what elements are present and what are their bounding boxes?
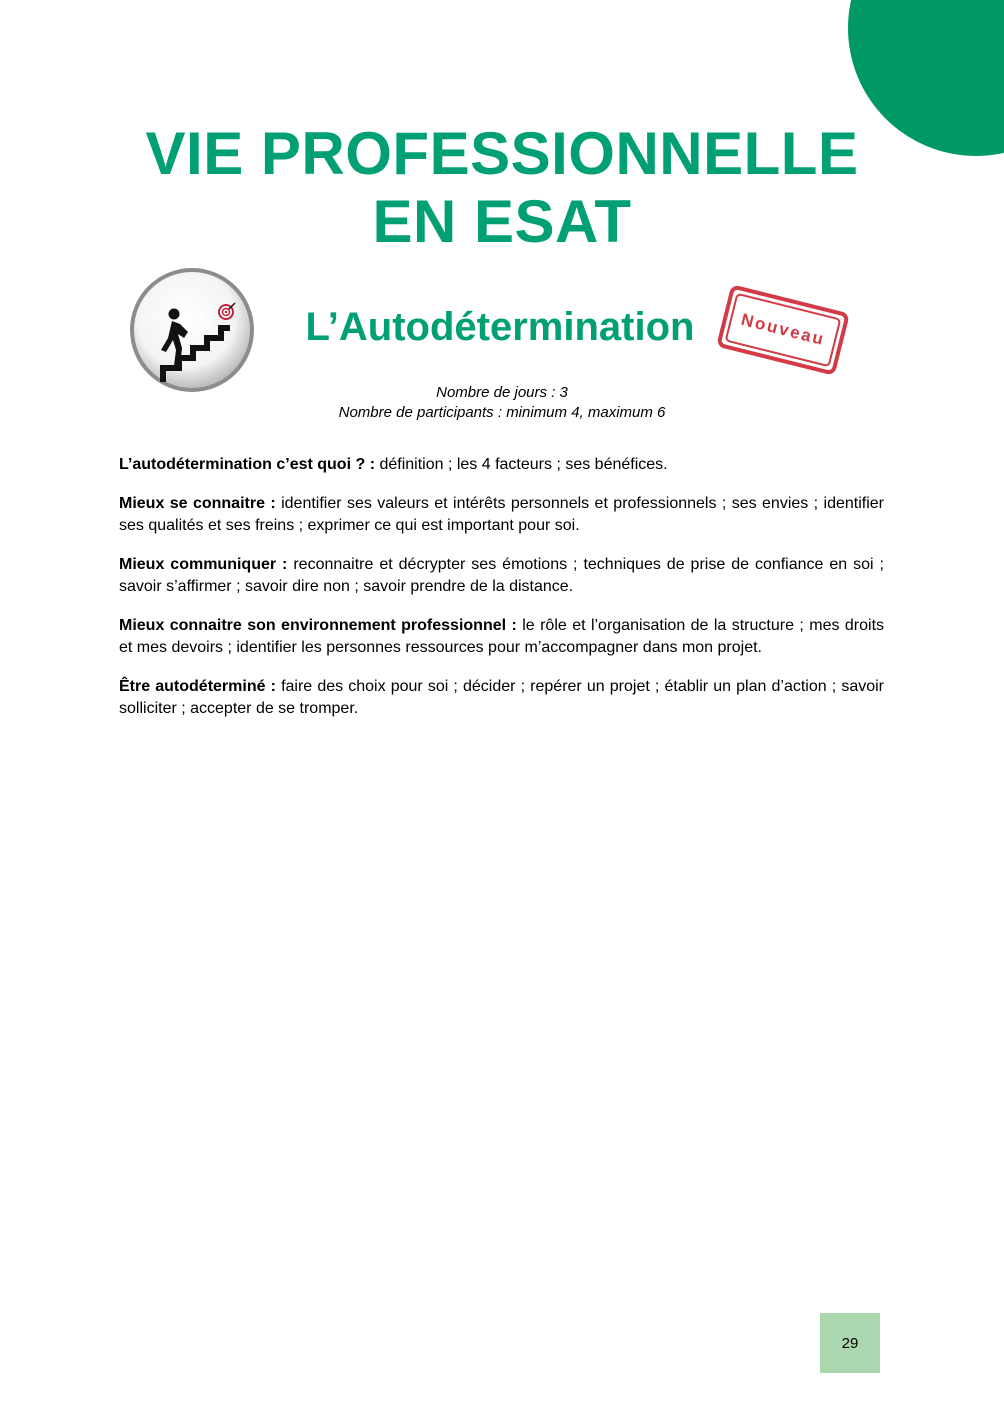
paragraph-heading: Mieux se connaitre : — [119, 494, 276, 512]
content-paragraph — [119, 493, 884, 538]
paragraph-heading: Mieux connaitre son environnement professionnel : — [119, 616, 517, 634]
paragraph-heading: Être autodéterminé : — [119, 677, 276, 695]
course-content — [119, 454, 884, 737]
page-number — [820, 1313, 880, 1373]
paragraph-text: identifier ses valeurs et intérêts personnels et professionnels ; ses envies ; identifier ses qualités et ses freins ; exprimer ce qui est important pour soi. — [119, 494, 885, 534]
participants-count: Nombre de participants : minimum 4, maximum 6 — [338, 404, 666, 421]
page-number-label: 29 — [841, 1334, 859, 1352]
page-title — [0, 120, 1004, 256]
paragraph-text: le rôle et l’organisation de la structure ; mes droits et mes devoirs ; identifier les personnes ressources pour m’accompagner dans mon projet. — [119, 616, 885, 656]
stamp-label: Nouveau — [739, 309, 828, 350]
person-climbing-stairs-to-target-icon — [128, 266, 256, 394]
page-title-line1: VIE PROFESSIONNELLE — [145, 120, 859, 187]
paragraph-heading: Mieux communiquer : — [119, 555, 288, 573]
paragraph-heading: L’autodétermination c’est quoi ? : — [119, 456, 376, 473]
paragraph-text: définition ; les 4 facteurs ; ses bénéfices. — [375, 456, 668, 473]
new-stamp — [716, 284, 850, 376]
section-title: L’Autodétermination — [305, 305, 695, 349]
content-paragraph — [119, 615, 884, 660]
paragraph-text: reconnaitre et décrypter ses émotions ; techniques de prise de confiance en soi ; savoir s’affirmer ; savoir dire non ; savoir prendre de la distance. — [119, 555, 885, 595]
page-title-line2: EN ESAT — [372, 188, 632, 255]
paragraph-text: faire des choix pour soi ; décider ; repérer un projet ; établir un plan d’action ; savoir solliciter ; accepter de se tromper. — [119, 677, 885, 717]
days-count: Nombre de jours : 3 — [436, 384, 568, 401]
content-paragraph — [119, 676, 884, 721]
course-meta — [0, 383, 1004, 423]
content-paragraph — [119, 554, 884, 599]
content-paragraph — [119, 454, 884, 477]
